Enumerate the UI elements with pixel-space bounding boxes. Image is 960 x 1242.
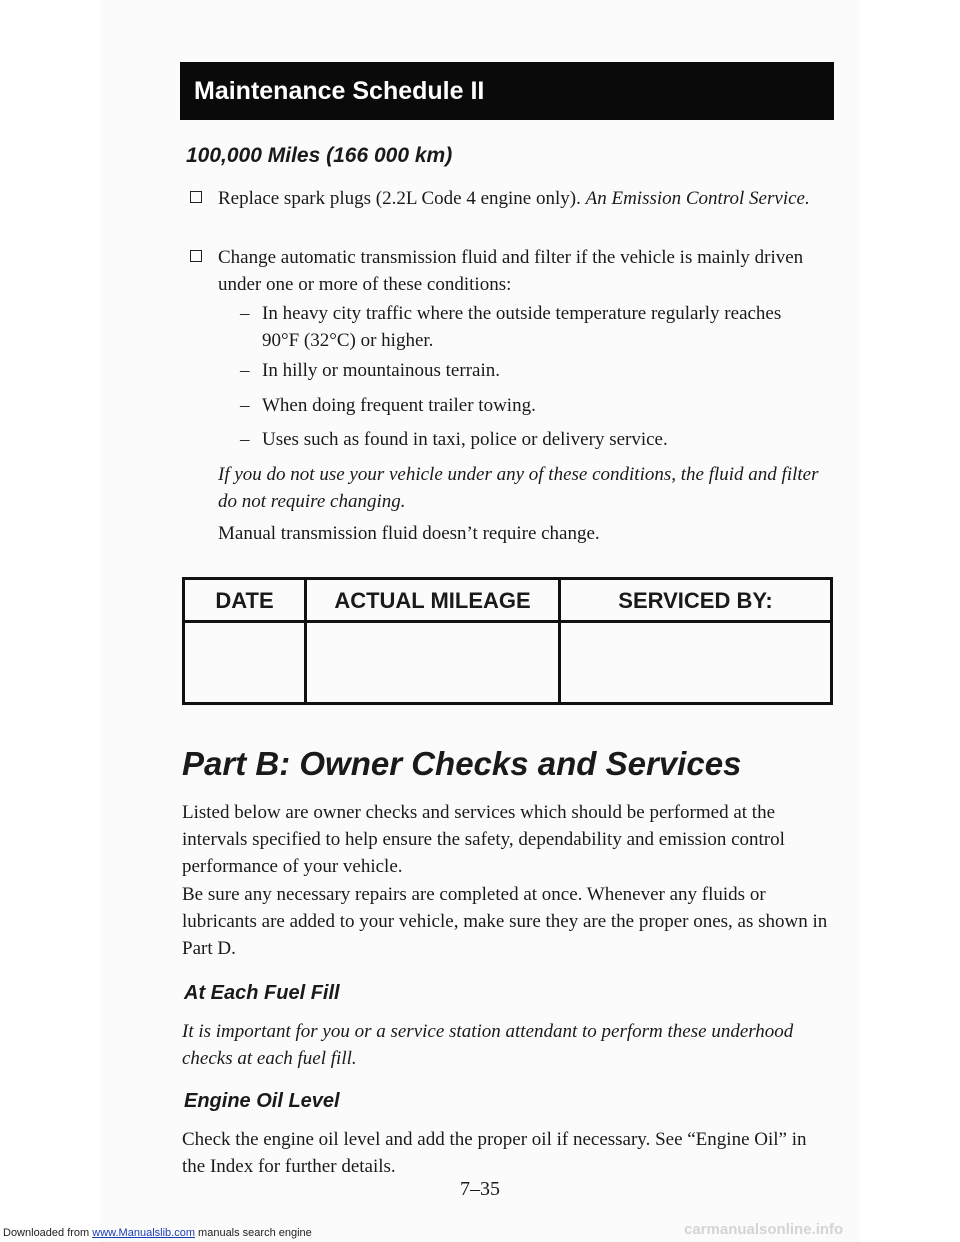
checkbox-icon — [190, 250, 202, 262]
oil-heading: Engine Oil Level — [184, 1090, 340, 1112]
dash-bullet-icon: – — [240, 395, 250, 416]
part-b-title: Part B: Owner Checks and Services — [182, 745, 742, 782]
part-b-repairs: Be sure any necessary repairs are completed at once. Whenever any fluids or lubricants are added to your vehicle, make sure they are the proper ones, as shown in Part D. — [182, 884, 828, 959]
conditions-note: If you do not use your vehicle under any of these conditions, the fluid and filter do not require changing. — [218, 464, 819, 512]
condition-item: – In hilly or mountainous terrain. — [240, 357, 800, 384]
watermark: carmanualsonline.info — [684, 1221, 844, 1238]
dash-bullet-icon: – — [240, 303, 250, 324]
condition-item: – In heavy city traffic where the outside temperature regularly reaches 90°F (32°C) or higher. — [240, 300, 800, 354]
header-serviced-by: SERVICED BY: — [618, 588, 773, 613]
condition-item: – Uses such as found in taxi, police or delivery service. — [240, 426, 800, 453]
manual-transmission-note: Manual transmission fluid doesn’t require change. — [218, 523, 600, 544]
header-actual-mileage: ACTUAL MILEAGE — [334, 588, 531, 613]
part-b-intro: Listed below are owner checks and services which should be performed at the intervals specified to help ensure the safety, dependability and emission control performance of your vehicle. — [182, 802, 785, 877]
page-number: 7–35 — [460, 1178, 500, 1200]
section-banner: Maintenance Schedule II — [180, 62, 834, 120]
checklist-item — [190, 185, 830, 212]
condition-item: – When doing frequent trailer towing. — [240, 392, 800, 419]
checklist-item — [190, 244, 830, 298]
mileage-heading: 100,000 Miles (166 000 km) — [186, 144, 453, 167]
fuel-fill-heading: At Each Fuel Fill — [184, 982, 340, 1004]
fuel-fill-text: It is important for you or a service station attendant to perform these underhood checks at each fuel fill. — [182, 1021, 794, 1069]
check-text: Change automatic transmission fluid and filter if the vehicle is mainly driven under one or more of these conditions: — [218, 247, 804, 295]
oil-text: Check the engine oil level and add the proper oil if necessary. See “Engine Oil” in the Index for further details. — [182, 1129, 807, 1177]
download-footer: Downloaded from www.Manualslib.com manuals search engine — [3, 1227, 312, 1239]
dash-bullet-icon: – — [240, 429, 250, 450]
manualslib-link[interactable]: www.Manualslib.com — [92, 1227, 195, 1239]
checkbox-icon — [190, 191, 202, 203]
dash-bullet-icon: – — [240, 360, 250, 381]
check-text: Replace spark plugs (2.2L Code 4 engine only). — [218, 188, 581, 209]
service-record-table — [182, 577, 833, 705]
check-emphasis: An Emission Control Service. — [585, 188, 810, 209]
header-date: DATE — [215, 588, 274, 613]
